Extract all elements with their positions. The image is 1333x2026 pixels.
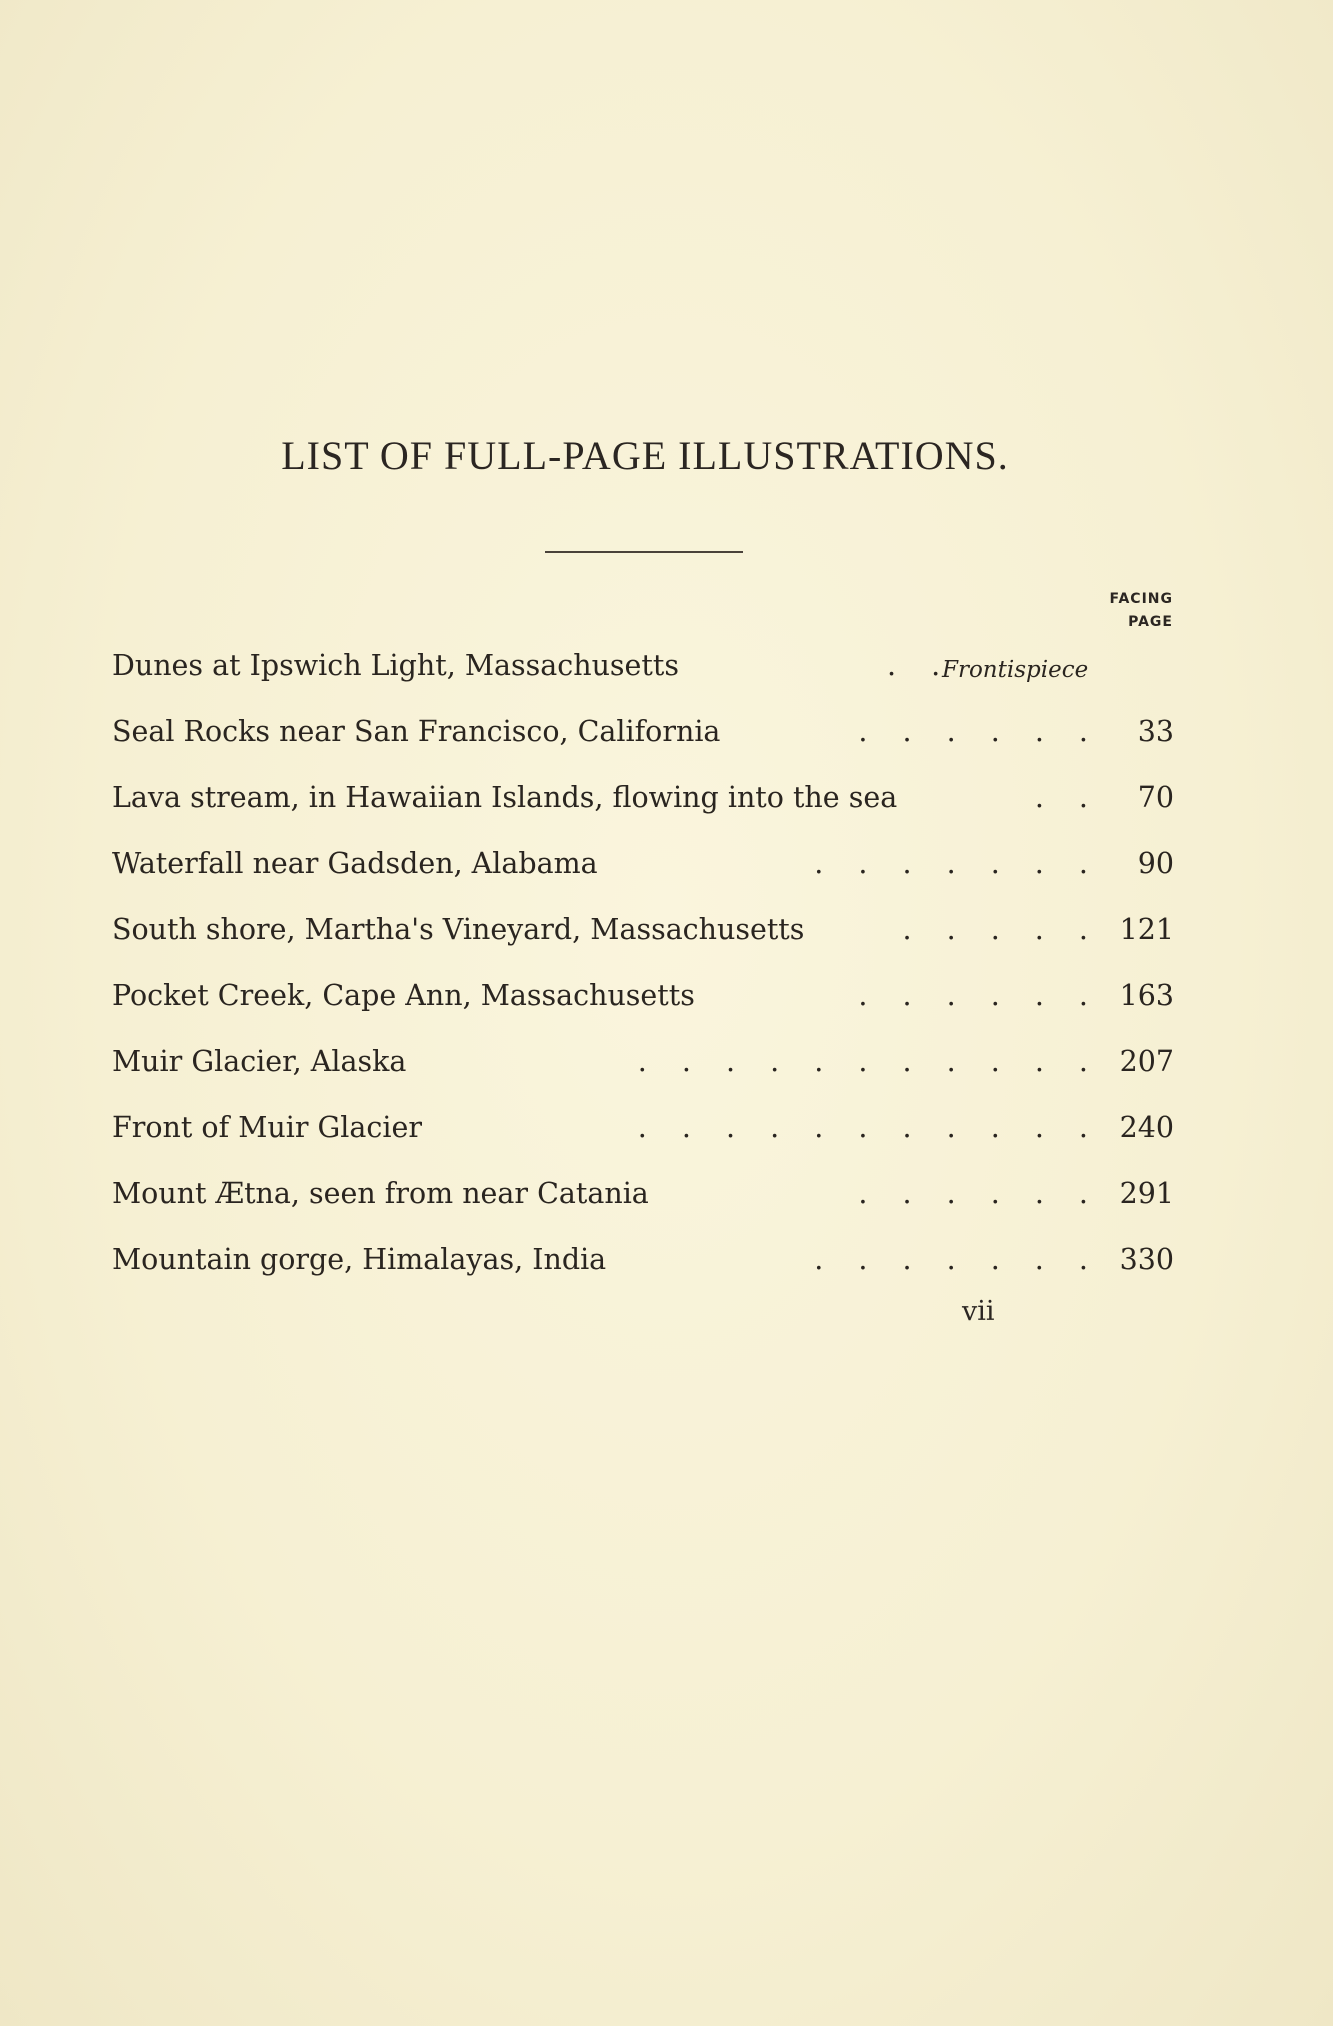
- entry-title: Mount Ætna, seen from near Catania: [112, 1177, 649, 1210]
- list-item: [112, 648, 1174, 714]
- entry-leader-dots: . .: [1034, 781, 1088, 814]
- list-item: [112, 978, 1174, 1044]
- entry-title: Muir Glacier, Alaska: [112, 1045, 407, 1078]
- list-item: [112, 1044, 1174, 1110]
- entry-title: Dunes at Ipswich Light, Massachusetts: [112, 649, 679, 682]
- entry-page-number: 330: [1119, 1243, 1174, 1276]
- entry-title: South shore, Martha's Vineyard, Massachusetts: [112, 913, 805, 946]
- list-item: [112, 1110, 1174, 1176]
- facing-page-header: [1110, 588, 1173, 634]
- entry-title: Front of Muir Glacier: [112, 1111, 422, 1144]
- list-item: [112, 780, 1174, 846]
- list-item: [112, 912, 1174, 978]
- illustration-list: [112, 648, 1174, 1308]
- entry-leader-dots: . . . . . . .: [814, 847, 1088, 880]
- entry-leader-dots: . . . . .: [902, 913, 1088, 946]
- title-rule-divider: [545, 551, 743, 553]
- entry-page-number: 90: [1137, 847, 1174, 880]
- entry-leader-dots: . . . . . .: [858, 979, 1088, 1012]
- page-title: LIST OF FULL-PAGE ILLUSTRATIONS.: [281, 433, 1009, 478]
- entry-page-number: 240: [1119, 1111, 1174, 1144]
- facing-header-line1: FACING: [1109, 591, 1173, 607]
- entry-page-number: 207: [1119, 1045, 1174, 1078]
- page-folio: vii: [962, 1296, 995, 1327]
- entry-page-number: 121: [1119, 913, 1174, 946]
- entry-title: Pocket Creek, Cape Ann, Massachusetts: [112, 979, 695, 1012]
- entry-page-number: 33: [1137, 715, 1174, 748]
- entry-leader-dots: . . . . . . . . . . .: [637, 1111, 1088, 1144]
- list-item: [112, 1176, 1174, 1242]
- entry-page-number: 163: [1119, 979, 1174, 1012]
- entry-title: Lava stream, in Hawaiian Islands, flowing into the sea: [112, 781, 898, 814]
- entry-page-number: 291: [1119, 1177, 1174, 1210]
- entry-leader-dots: . . . . . . . . . . .: [637, 1045, 1088, 1078]
- entry-title: Waterfall near Gadsden, Alabama: [112, 847, 598, 880]
- entry-title: Seal Rocks near San Francisco, California: [112, 715, 721, 748]
- entry-title: Mountain gorge, Himalayas, India: [112, 1243, 607, 1276]
- entry-leader-dots: . . . . . .: [858, 1177, 1088, 1210]
- facing-header-line2: PAGE: [1128, 614, 1173, 630]
- entry-page-frontispiece: Frontispiece: [942, 657, 1089, 683]
- entry-page-number: 70: [1137, 781, 1174, 814]
- entry-leader-dots: . . . . . .: [858, 715, 1088, 748]
- list-item: [112, 714, 1174, 780]
- list-item: [112, 1242, 1174, 1308]
- list-item: [112, 846, 1174, 912]
- entry-leader-dots: . . . . . . .: [814, 1243, 1088, 1276]
- entry-leader-dots: . .: [887, 649, 941, 682]
